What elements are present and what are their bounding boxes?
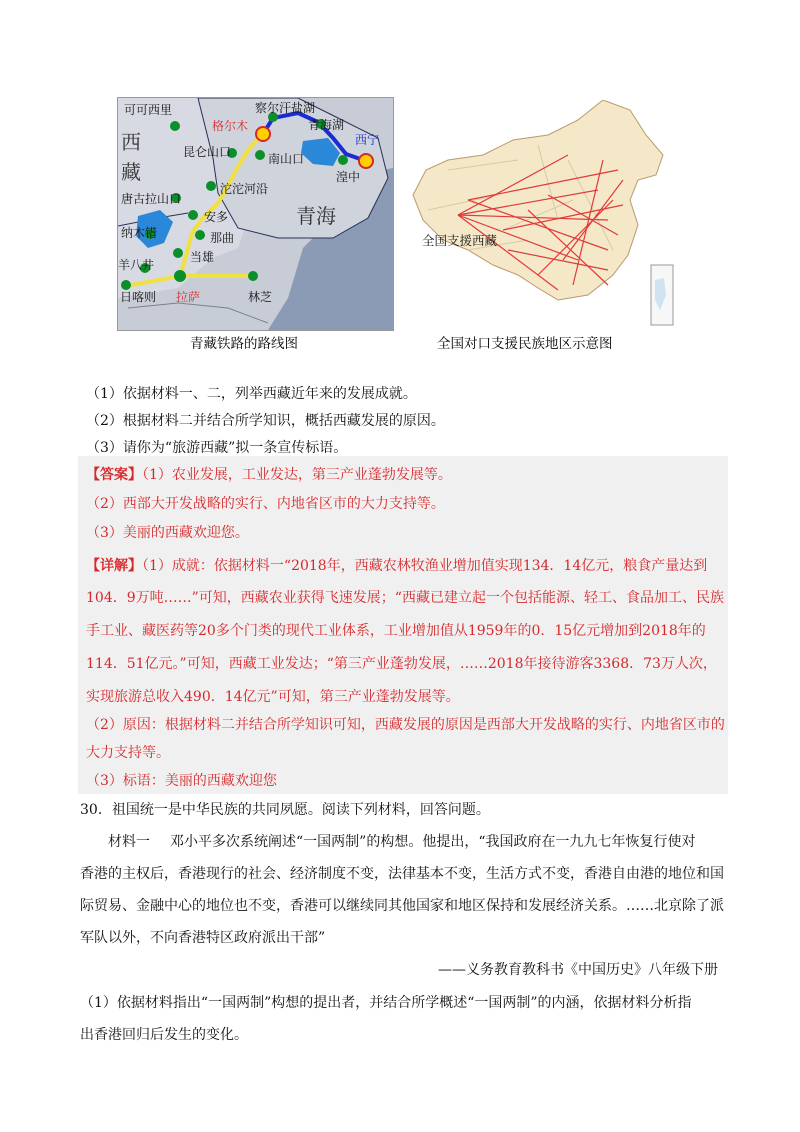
q30-subquestion-1-line-1: （1）依据材料指出“一国两制”构想的提出者，并结合所学概述“一国两制”的内涵，依据材料分析指 [80,995,692,1011]
station-label: 当雄 [190,250,215,264]
detail-line-5: 实现旅游总收入490．14亿元”可知，第三产业蓬勃发展等。 [86,689,460,705]
detail-line-2: 104．9万吨……”可知，西藏农业获得飞速发展；“西藏已建立起一个包括能源、轻工、食品加工、民族 [86,590,724,606]
station-label: 林芝 [248,290,273,304]
region-label-zang: 藏 [121,160,141,184]
material-1-line-4: 军队以外，不向香港特区政府派出干部” [80,930,326,946]
answer-line-2: （2）西部大开发战略的实行、内地省区市的大力支持等。 [86,496,445,512]
detail-line-3: 手工业、藏医药等20多个门类的现代工业体系，工业增加值从1959年的0．15亿元增加到2018年的 [86,623,706,639]
station-label: 湟中 [336,170,361,184]
station-label: 西宁 [355,133,380,147]
detail-text-1: （1）成就：依据材料一“2018年，西藏农林牧渔业增加值实现134．14亿元，粮食产量达到 [142,558,708,574]
station-label: 拉萨 [176,290,201,304]
station-label: 格尔木 [212,119,249,133]
station-label: 纳木错 [121,226,158,240]
q30-title: 30．祖国统一是中华民族的共同夙愿。阅读下列材料，回答问题。 [80,802,490,818]
question-3: （3）请你为“旅游西藏”拟一条宣传标语。 [86,440,348,456]
railway-route-map [117,97,394,331]
station-label: 日喀则 [120,290,157,304]
china-support-map [408,100,676,328]
station-label: 唐古拉山口 [121,192,182,206]
station-label: 沱沱河沿 [220,182,269,196]
region-label-xi: 西 [121,130,141,154]
detail-line-4: 114．51亿元。”可知，西藏工业发达；“第三产业蓬勃发展，……2018年接待游客3368．73万人次， [86,656,717,672]
detail-line-1 [86,556,707,576]
station-label: 那曲 [210,231,235,245]
material-source: ——义务教育教科书《中国历史》八年级下册 [438,962,718,978]
question-1: （1）依据材料一、二，列举西藏近年来的发展成就。 [86,386,417,402]
station-label: 察尔汗盐湖 [255,101,316,115]
support-tibet-label: 全国支援西藏 [422,233,498,248]
station-label: 南山口 [268,152,305,166]
railway-map-caption: 青藏铁路的路线图 [190,336,298,352]
question-2: （2）根据材料二并结合所学知识，概括西藏发展的原因。 [86,413,445,429]
answer-tag: 【答案】 [86,467,142,483]
answer-line-3: （3）美丽的西藏欢迎您。 [86,525,249,541]
material-1-label: 材料一 [108,834,150,850]
china-map-svg [408,100,676,328]
material-1-line-3: 际贸易、金融中心的地位也不变，香港可以继续同其他国家和地区保持和发展经济关系。……北京除了派 [80,898,724,914]
station-label: 安多 [204,210,229,224]
station-label: 昆仑山口 [183,145,232,159]
region-label-qinghai: 青海 [296,204,336,228]
station-label: 可可西里 [124,103,173,117]
answer-line-1 [86,465,452,485]
detail-line-8: （3）标语：美丽的西藏欢迎您 [86,773,277,789]
station-label: 羊八井 [118,258,155,272]
material-1-line-1 [108,832,695,852]
q30-subquestion-1-line-2: 出香港回归后发生的变化。 [80,1027,248,1043]
material-1-text-1: 邓小平多次系统阐述“一国两制”的构想。他提出，“我国政府在一九九七年恢复行使对 [170,834,696,850]
detail-line-6: （2）原因：根据材料二并结合所学知识可知，西藏发展的原因是西部大开发战略的实行、内地省区市的 [86,717,725,733]
support-map-caption: 全国对口支援民族地区示意图 [437,336,613,352]
station-label: 青海湖 [308,118,345,132]
detail-tag: 【详解】 [86,558,142,574]
detail-line-7: 大力支持等。 [86,745,170,761]
answer-text-1: （1）农业发展，工业发达，第三产业蓬勃发展等。 [142,467,452,483]
material-1-line-2: 香港的主权后，香港现行的社会、经济制度不变，法律基本不变，生活方式不变，香港自由港的地位和国 [80,866,724,882]
